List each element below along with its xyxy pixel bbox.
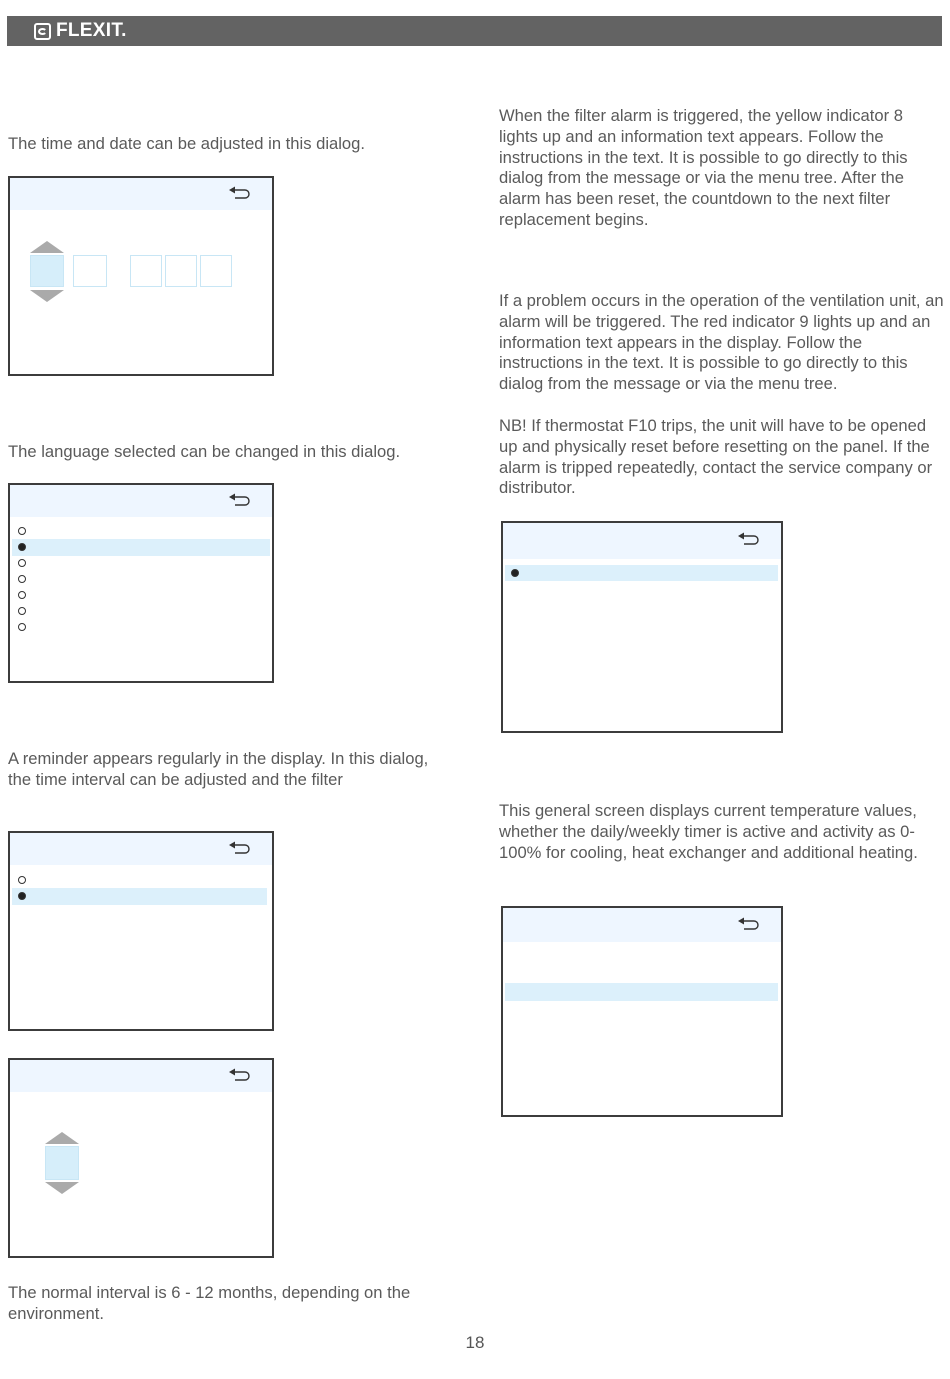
back-arrow-icon[interactable] <box>228 1067 252 1085</box>
alarm-screen <box>501 521 783 733</box>
filter-interval-screen <box>8 1058 274 1258</box>
interval-field[interactable] <box>45 1146 79 1180</box>
radio-selected-icon[interactable] <box>18 543 26 551</box>
time-date-description: The time and date can be adjusted in this dialog. <box>8 134 366 153</box>
year-field-3[interactable] <box>200 255 232 287</box>
language-screen <box>8 483 274 683</box>
header-bar <box>7 16 942 46</box>
filter-reminder-screen <box>8 831 274 1031</box>
day-field[interactable] <box>30 255 64 287</box>
year-field-1[interactable] <box>130 255 162 287</box>
reminder-description: A reminder appears regularly in the display. In this dialog, the time interval can be adjusted and the filter <box>8 749 429 789</box>
logo-text: FLEXIT. <box>56 20 127 41</box>
arrow-up-icon[interactable] <box>30 241 64 253</box>
selected-row-highlight <box>12 888 267 905</box>
flexit-logo-icon <box>34 23 51 40</box>
selected-row-highlight <box>12 539 270 556</box>
radio-empty-icon[interactable] <box>18 623 26 631</box>
radio-empty-icon[interactable] <box>18 575 26 583</box>
radio-selected-icon[interactable] <box>511 569 519 577</box>
back-arrow-icon[interactable] <box>228 840 252 858</box>
interval-description: The normal interval is 6 - 12 months, depending on the environment. <box>8 1283 411 1323</box>
alarm-description: If a problem occurs in the operation of the ventilation unit, an alarm will be triggered. The red indicator 9 lights up and an information text appears in the display. Follow the instructions in the text. It is possible to go directly to this dialog from the message or via the menu tree. <box>499 291 944 394</box>
language-description: The language selected can be changed in this dialog. <box>8 442 401 461</box>
back-arrow-icon[interactable] <box>737 531 761 549</box>
screen-title-bar <box>503 908 781 942</box>
general-screen-description: This general screen displays current temperature values, whether the daily/weekly timer is active and activity as 0-100% for cooling, heat exchanger and additional heating. <box>499 801 918 862</box>
radio-selected-icon[interactable] <box>18 892 26 900</box>
radio-empty-icon[interactable] <box>18 876 26 884</box>
time-date-screen <box>8 176 274 376</box>
page-number: 18 <box>465 1333 485 1352</box>
year-field-2[interactable] <box>165 255 197 287</box>
screen-title-bar <box>10 178 272 210</box>
month-field[interactable] <box>73 255 107 287</box>
selected-row-highlight <box>505 565 778 581</box>
back-arrow-icon[interactable] <box>228 185 252 203</box>
arrow-down-icon[interactable] <box>45 1182 79 1194</box>
screen-title-bar <box>503 523 781 559</box>
arrow-down-icon[interactable] <box>30 290 64 302</box>
selected-row-highlight <box>505 983 778 1001</box>
screen-title-bar <box>10 485 272 517</box>
screen-title-bar <box>10 833 272 865</box>
radio-empty-icon[interactable] <box>18 527 26 535</box>
screen-title-bar <box>10 1060 272 1092</box>
radio-empty-icon[interactable] <box>18 559 26 567</box>
back-arrow-icon[interactable] <box>228 492 252 510</box>
radio-empty-icon[interactable] <box>18 591 26 599</box>
flexit-logo <box>34 21 127 41</box>
radio-empty-icon[interactable] <box>18 607 26 615</box>
general-screen <box>501 906 783 1117</box>
filter-alarm-description: When the filter alarm is triggered, the yellow indicator 8 lights up and an information text appears. Follow the instructions in the text. It is possible to go directly to this dialog from the message or via the menu tree. After the alarm has been reset, the countdown to the next filter replacement begins. <box>499 106 908 229</box>
back-arrow-icon[interactable] <box>737 916 761 934</box>
arrow-up-icon[interactable] <box>45 1132 79 1144</box>
nb-note: NB! If thermostat F10 trips, the unit will have to be opened up and physically reset before resetting on the panel. If the alarm is tripped repeatedly, contact the service company or distributor. <box>499 416 933 498</box>
